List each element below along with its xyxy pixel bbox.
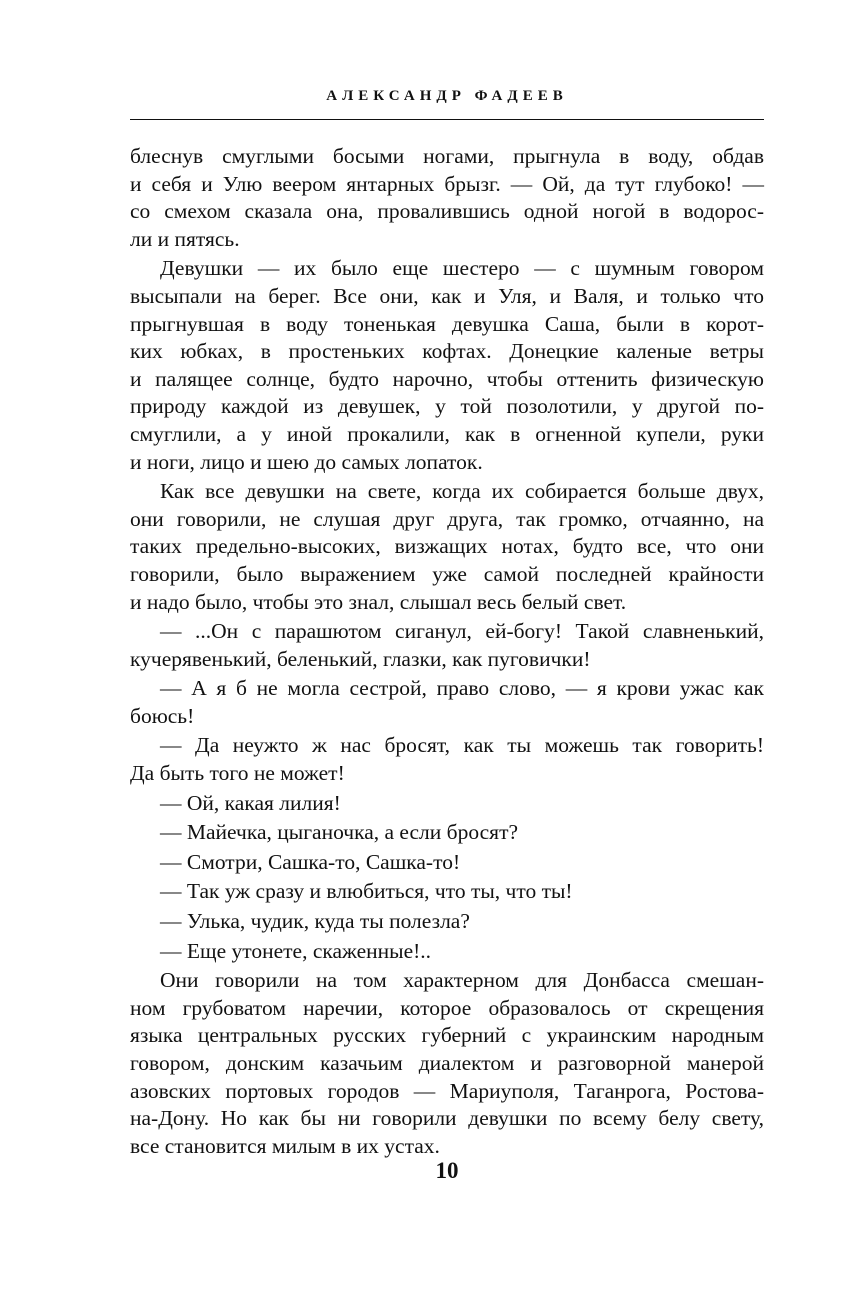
text-line: и палящее солнце, будто нарочно, чтобы оттенить физическую [130, 366, 764, 391]
dialogue-line: Да быть того не может! [130, 761, 345, 786]
dialogue-line: — Улька, чудик, куда ты полезла? [160, 909, 470, 934]
text-line: говорили, было выражением уже самой последней крайности [130, 561, 764, 586]
dialogue-line: — Так уж сразу и влюбиться, что ты, что ты! [160, 879, 573, 904]
body-text [130, 143, 764, 1160]
text-line: они говорили, не слушая друг друга, так громко, отчаянно, на [130, 506, 764, 531]
text-line: таких предельно-высоких, визжащих нотах, будто все, что они [130, 534, 764, 559]
running-header: АЛЕКСАНДР ФАДЕЕВ [326, 88, 568, 104]
text-line: и ноги, лицо и шею до самых лопаток. [130, 449, 483, 474]
text-line: смуглили, а у иной прокалили, как в огненной купели, руки [130, 421, 764, 446]
text-line: говором, донским казачьим диалектом и разговорной манерой [130, 1051, 764, 1075]
dialogue-line: — А я б не могла сестрой, право слово, — я крови ужас как [160, 676, 764, 701]
dialogue-line: — Еще утонете, скаженные!.. [160, 938, 432, 963]
text-line: Девушки — их было еще шестеро — с шумным говором [160, 256, 764, 281]
text-line: на-Дону. Но как бы ни говорили девушки по всему белу свету, [130, 1106, 764, 1131]
text-line: Они говорили на том характерном для Донбасса смешан- [160, 968, 764, 993]
dialogue-line: — Майечка, цыганочка, а если бросят? [160, 820, 519, 845]
dialogue-line: — Да неужто ж нас бросят, как ты можешь так говорить! [160, 733, 764, 758]
text-line: языка центральных русских губерний с украинским народным [130, 1023, 764, 1048]
dialogue-line: — Ой, какая лилия! [160, 790, 341, 815]
text-line: ли и пятясь. [130, 226, 240, 251]
text-line: и себя и Улю веером янтарных брызг. — Ой, да тут глубоко! — [130, 171, 764, 196]
dialogue-line: — ...Он с парашютом сиганул, ей-богу! Такой славненький, [160, 619, 764, 644]
text-line: прыгнувшая в воду тоненькая девушка Саша, были в корот- [130, 311, 764, 336]
text-line: высыпали на берег. Все они, как и Уля, и Валя, и только что [130, 283, 764, 308]
text-line: Как все девушки на свете, когда их собирается больше двух, [160, 479, 764, 504]
dialogue-line: боюсь! [130, 703, 195, 728]
text-line: ном грубоватом наречии, которое образовалось от скрещения [130, 995, 764, 1020]
dialogue-line: кучерявенький, беленький, глазки, как пуговички! [130, 646, 591, 671]
text-line: все становится милым в их устах. [130, 1133, 440, 1158]
text-line: блеснув смуглыми босыми ногами, прыгнула в воду, обдав [130, 144, 764, 168]
text-line: природу каждой из девушек, у той позолотили, у другой по- [130, 394, 764, 419]
page-number: 10 [435, 1158, 459, 1183]
text-line: и надо было, чтобы это знал, слышал весь белый свет. [130, 589, 627, 614]
text-line: ких юбках, в простеньких кофтах. Донецкие каленые ветры [130, 339, 764, 364]
header-rule [130, 119, 764, 120]
text-line: азовских портовых городов — Мариуполя, Таганрога, Ростова- [130, 1078, 764, 1103]
dialogue-line: — Смотри, Сашка-то, Сашка-то! [160, 849, 461, 874]
text-line: со смехом сказала она, провалившись одной ногой в водорос- [130, 199, 764, 224]
